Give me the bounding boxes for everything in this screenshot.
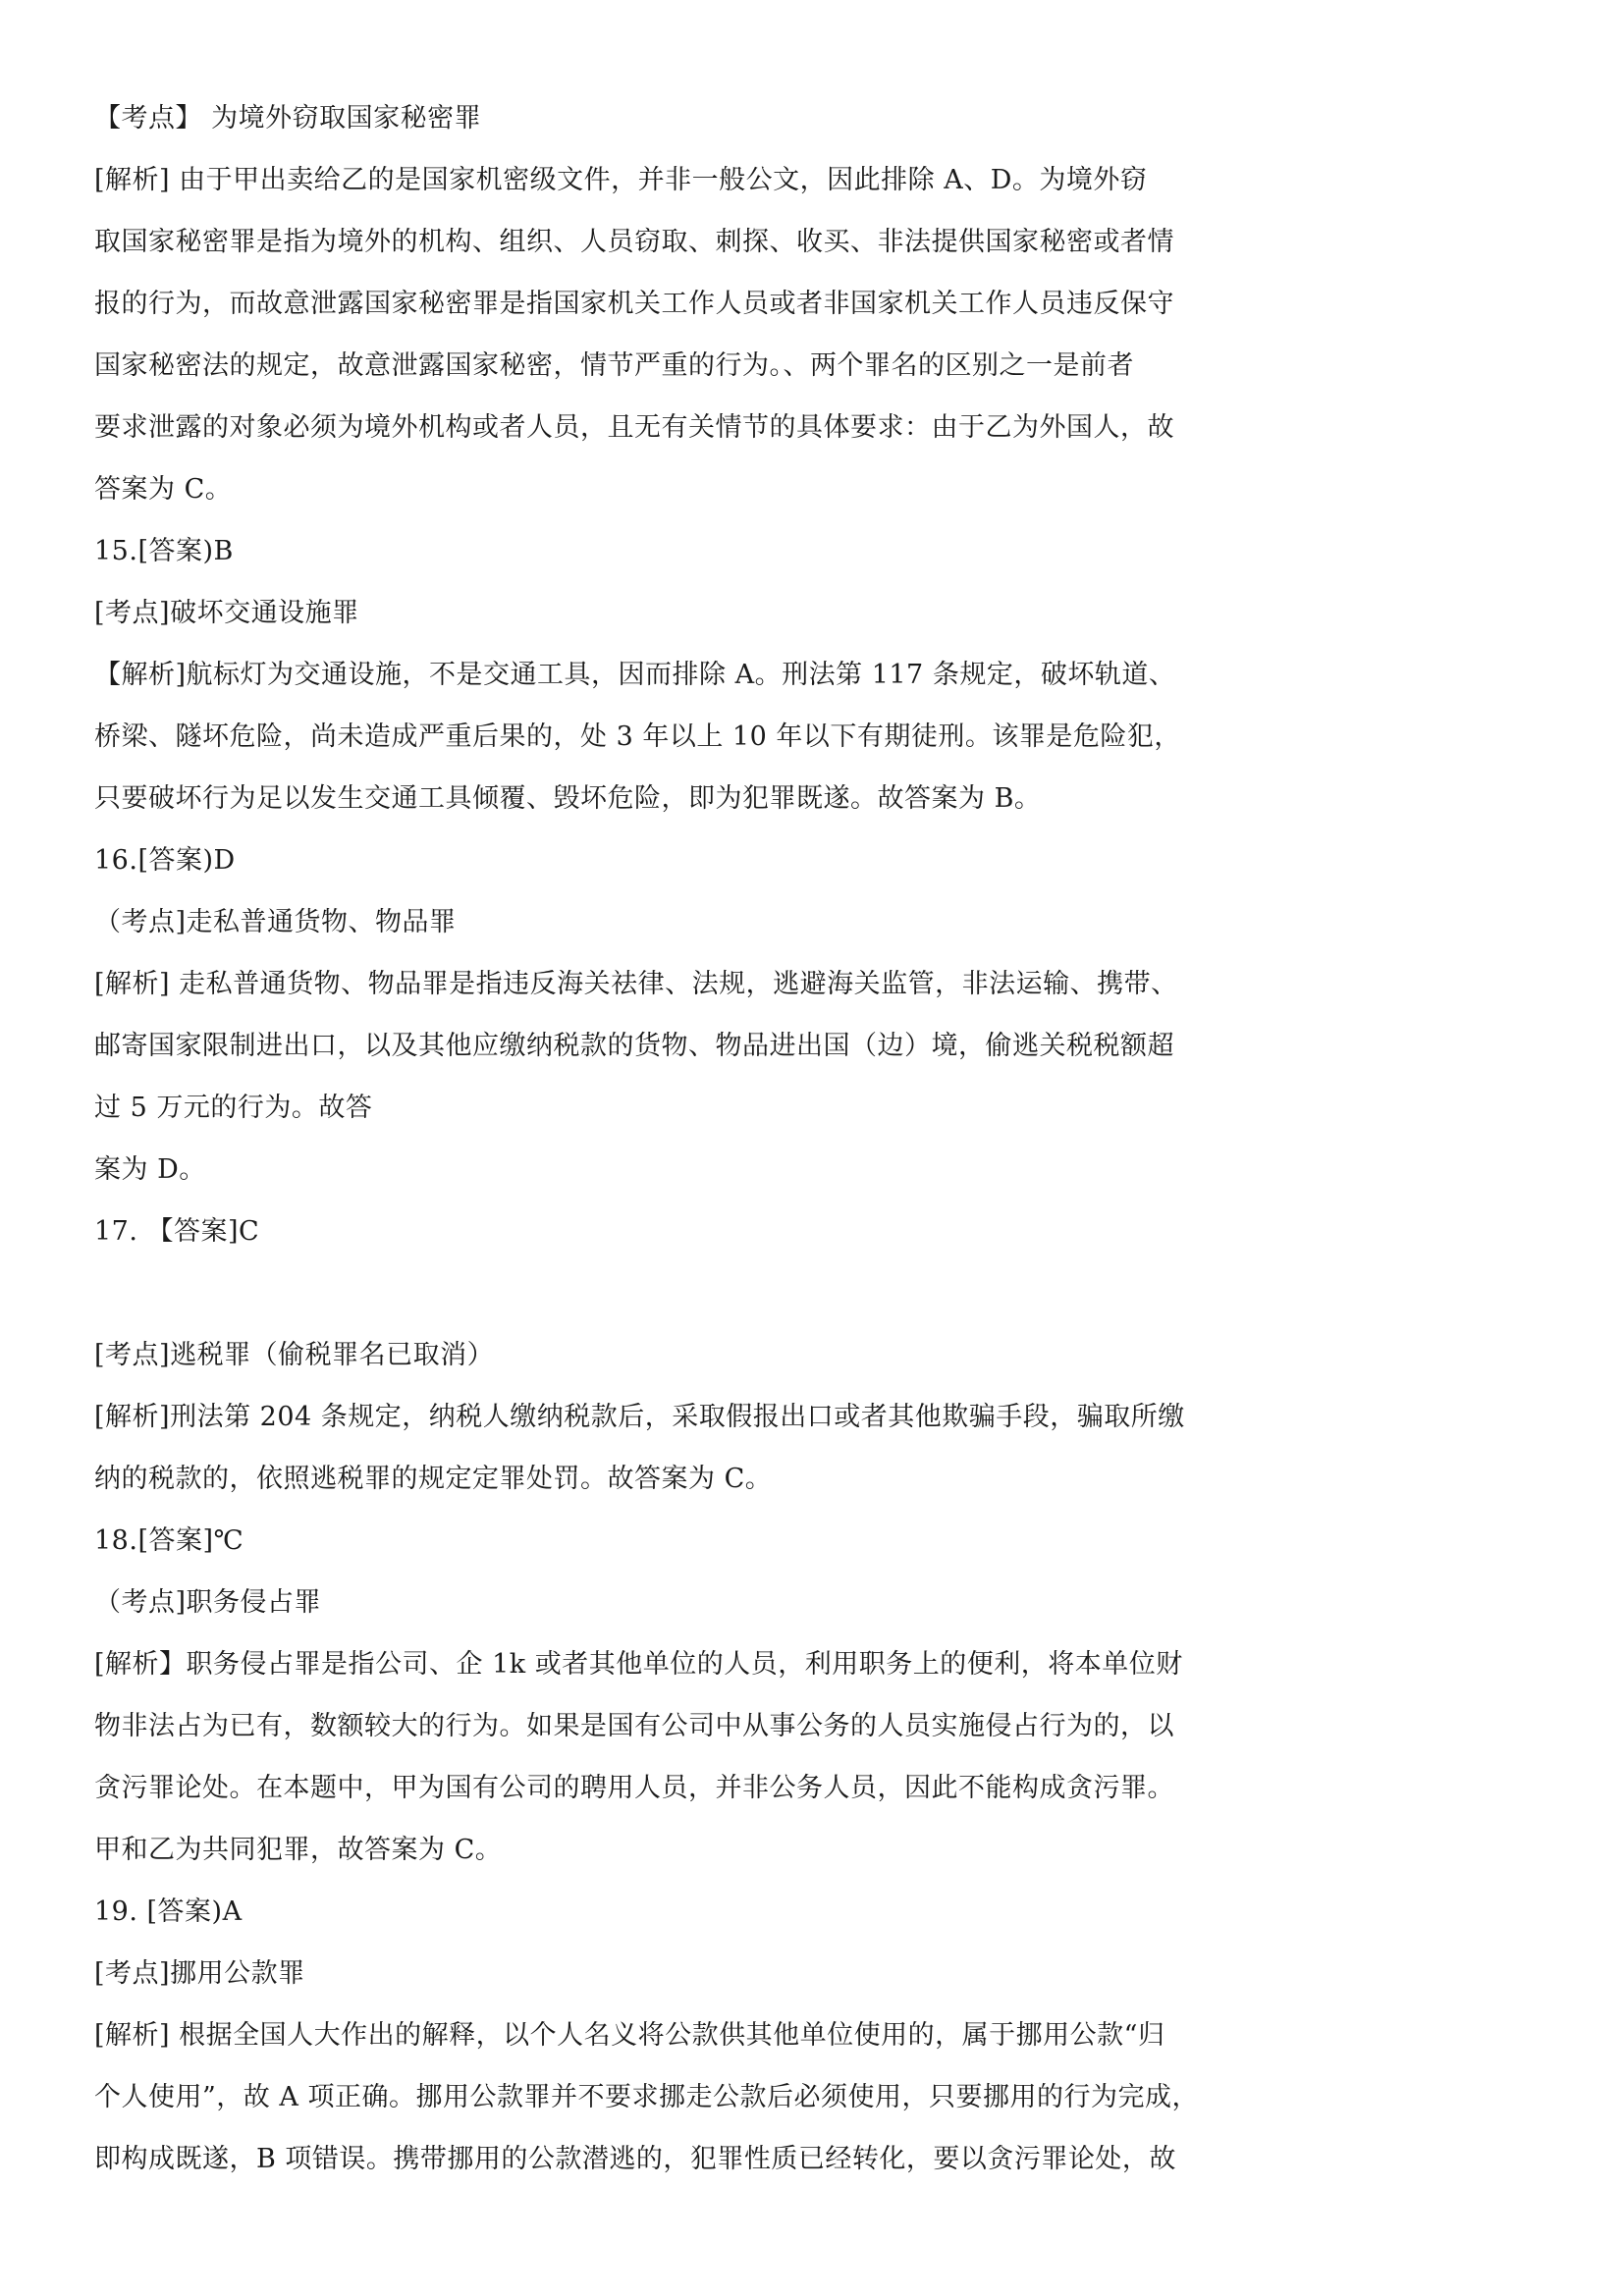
text-line: 国家秘密法的规定，故意泄露国家秘密，情节严重的行为。、两个罪名的区别之一是前者	[94, 350, 1134, 381]
text-line: 17. 【答案]C	[94, 1216, 260, 1247]
text-line: [解析] 根据全国人大作出的解释，以个人名义将公款供其他单位使用的，属于挪用公款“归	[94, 2020, 1165, 2051]
text-line: 要求泄露的对象必须为境外机构或者人员，且无有关情节的具体要求：由于乙为外国人，故	[94, 412, 1174, 443]
text-line: 报的行为，而故意泄露国家秘密罪是指国家机关工作人员或者非国家机关工作人员违反保守	[94, 289, 1174, 319]
text-line: [考点]挪用公款罪	[94, 1958, 305, 1989]
text-line: 16.[答案)D	[94, 845, 236, 876]
text-line: 答案为 C。	[94, 474, 233, 505]
text-line: 纳的税款的，依照逃税罪的规定定罪处罚。故答案为 C。	[94, 1464, 773, 1494]
text-line: 取国家秘密罪是指为境外的机构、组织、人员窃取、刺探、收买、非法提供国家秘密或者情	[94, 227, 1174, 257]
text-line: 过 5 万元的行为。故答	[94, 1093, 373, 1123]
text-line: （考点]走私普通货物、物品罪	[94, 907, 457, 937]
text-line: 甲和乙为共同犯罪，故答案为 C。	[94, 1835, 503, 1865]
text-line: 即构成既遂，B 项错误。携带挪用的公款潜逃的，犯罪性质已经转化，要以贪污罪论处，故	[94, 2144, 1176, 2174]
text-line: [解析] 由于甲出卖给乙的是国家机密级文件，并非一般公文，因此排除 A、D。为境外窃	[94, 165, 1148, 195]
text-line: 【解析]航标灯为交通设施，不是交通工具，因而排除 A。刑法第 117 条规定，破坏轨道、	[94, 660, 1176, 690]
text-line: [解析]刑法第 204 条规定，纳税人缴纳税款后，采取假报出口或者其他欺骗手段，骗取所缴	[94, 1402, 1185, 1432]
text-line: 19. [答案)A	[94, 1896, 243, 1927]
text-line: [考点]逃税罪（偷税罪名已取消）	[94, 1340, 495, 1370]
text-line: [考点]破坏交通设施罪	[94, 598, 359, 628]
text-line: [解析] 走私普通货物、物品罪是指违反海关祛律、法规，逃避海关监管，非法运输、携带、	[94, 969, 1178, 999]
text-line: 【考点】 为境外窃取国家秘密罪	[94, 103, 482, 133]
text-line: （考点]职务侵占罪	[94, 1587, 322, 1618]
text-line: 贪污罪论处。在本题中，甲为国有公司的聘用人员，并非公务人员，因此不能构成贪污罪。	[94, 1773, 1174, 1803]
text-line: 案为 D。	[94, 1154, 206, 1185]
text-line: 邮寄国家限制进出口，以及其他应缴纳税款的货物、物品进出国（边）境，偷逃关税税额超	[94, 1031, 1174, 1061]
text-line: 15.[答案)B	[94, 536, 234, 566]
text-line: 个人使用”，故 A 项正确。挪用公款罪并不要求挪走公款后必须使用，只要挪用的行为完成，	[94, 2082, 1199, 2112]
text-line: 物非法占为已有，数额较大的行为。如果是国有公司中从事公务的人员实施侵占行为的，以	[94, 1711, 1174, 1741]
text-line: [解析】职务侵占罪是指公司、企 1k 或者其他单位的人员，利用职务上的便利，将本单位财	[94, 1649, 1183, 1680]
text-line: 18.[答案]℃	[94, 1525, 244, 1556]
text-line: 桥梁、隧坏危险，尚未造成严重后果的，处 3 年以上 10 年以下有期徒刑。该罪是危险犯，	[94, 721, 1181, 752]
text-line: 只要破坏行为足以发生交通工具倾覆、毁坏危险，即为犯罪既遂。故答案为 B。	[94, 783, 1042, 814]
